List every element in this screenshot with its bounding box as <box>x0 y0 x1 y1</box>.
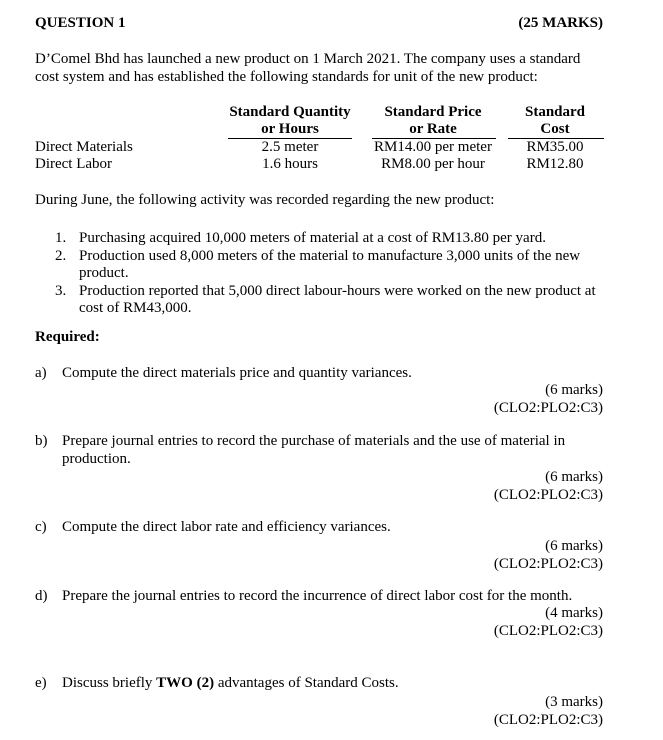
list-item <box>55 230 604 248</box>
question-text <box>62 675 605 693</box>
question-label: b) <box>35 433 48 449</box>
clo-code: (CLO2:PLO2:C3) <box>493 486 603 503</box>
row-quantity: 1.6 hours <box>262 156 318 172</box>
total-marks: (25 MARKS) <box>518 15 603 31</box>
clo-code: (CLO2:PLO2:C3) <box>493 711 603 728</box>
clo-code: (CLO2:PLO2:C3) <box>493 622 603 639</box>
clo-code: (CLO2:PLO2:C3) <box>493 399 603 416</box>
list-text: Purchasing acquired 10,000 meters of material at a cost of RM13.80 per yard. <box>79 230 546 246</box>
marks-c <box>494 538 603 573</box>
question-title: QUESTION 1 <box>35 15 126 31</box>
question-text-emphasis: TWO (2) <box>156 675 215 691</box>
list-text: Production reported that 5,000 direct labour-hours were worked on the new product at cost of RM43,000. <box>79 282 596 316</box>
marks-d <box>494 605 603 640</box>
marks-value: (3 marks) <box>545 694 603 710</box>
row-item-direct-materials: Direct Materials <box>35 139 133 155</box>
marks-value: (6 marks) <box>545 382 603 398</box>
marks-e <box>494 694 603 729</box>
question-d <box>35 588 605 606</box>
activity-list <box>55 230 604 318</box>
list-number: 3. <box>55 282 67 299</box>
header-standard-price <box>368 104 498 138</box>
row-cost: RM35.00 <box>526 139 584 155</box>
list-number: 2. <box>55 247 67 264</box>
question-text: Compute the direct materials price and quantity variances. <box>62 365 412 381</box>
header-cost-line1: Standard <box>524 104 586 120</box>
header-price-line1: Standard Price <box>384 104 482 120</box>
question-c <box>35 519 605 537</box>
question-label: d) <box>35 588 48 604</box>
row-cost: RM12.80 <box>526 156 584 172</box>
marks-value: (6 marks) <box>545 469 603 485</box>
question-label: e) <box>35 675 47 691</box>
marks-a <box>494 382 603 417</box>
list-item <box>55 282 604 318</box>
marks-b <box>494 469 603 504</box>
row-item-direct-labor: Direct Labor <box>35 156 113 172</box>
question-b <box>35 433 605 468</box>
question-a <box>35 365 605 383</box>
question-e <box>35 675 605 693</box>
list-number: 1. <box>55 230 67 246</box>
question-text-part: advantages of Standard Costs. <box>214 675 399 691</box>
clo-code: (CLO2:PLO2:C3) <box>493 555 603 572</box>
question-label: c) <box>35 519 47 535</box>
question-label: a) <box>35 365 47 381</box>
header-standard-cost <box>515 104 595 138</box>
question-text: Prepare journal entries to record the purchase of materials and the use of material in production. <box>62 433 566 467</box>
intro-paragraph: D’Comel Bhd has launched a new product on 1 March 2021. The company uses a standard cost system and has established the following standards for unit of the new product: <box>35 51 581 85</box>
header-qty-line2: or Hours <box>261 121 319 137</box>
question-text: Compute the direct labor rate and efficiency variances. <box>62 519 391 535</box>
header-qty-line1: Standard Quantity <box>229 104 351 120</box>
header-cost-line2: Cost <box>540 121 570 137</box>
required-heading: Required: <box>35 329 100 345</box>
question-text: Prepare the journal entries to record the incurrence of direct labor cost for the month. <box>62 588 573 604</box>
header-price-line2: or Rate <box>409 121 457 137</box>
question-text-part: Discuss briefly <box>62 675 157 691</box>
activity-intro: During June, the following activity was recorded regarding the new product: <box>35 192 495 208</box>
row-price: RM8.00 per hour <box>381 156 485 172</box>
header-standard-quantity <box>225 104 355 138</box>
marks-value: (4 marks) <box>545 605 603 621</box>
list-item <box>55 247 604 283</box>
marks-value: (6 marks) <box>545 538 603 554</box>
row-quantity: 2.5 meter <box>261 139 319 155</box>
row-price: RM14.00 per meter <box>374 139 492 155</box>
list-text: Production used 8,000 meters of the material to manufacture 3,000 units of the new product. <box>79 247 581 281</box>
